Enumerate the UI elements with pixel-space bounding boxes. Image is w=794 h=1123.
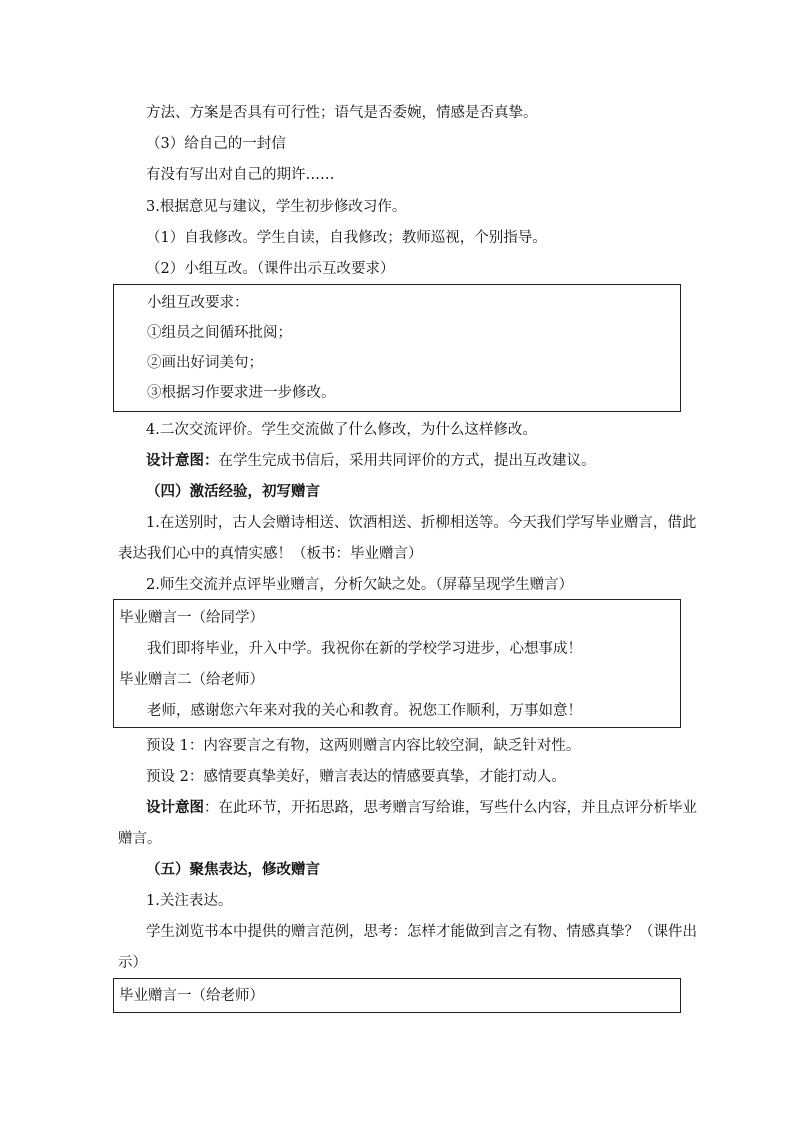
text-line: 示） bbox=[118, 955, 147, 971]
text-line: 赠言。 bbox=[118, 831, 162, 847]
message-heading: 毕业赠言二（给老师） bbox=[119, 672, 264, 688]
text-line: 1.在送别时，古人会赠诗相送、饮酒相送、折柳相送等。今天我们学写毕业赠言，借此 bbox=[146, 515, 697, 531]
step-4: 4.二次交流评价。学生交流做了什么修改，为什么这样修改。 bbox=[146, 422, 537, 438]
step-group-revise: （2）小组互改。（课件出示互改要求） bbox=[146, 261, 395, 277]
message-text: 我们即将毕业，升入中学。我祝你在新的学校学习进步，心想事成！ bbox=[147, 641, 582, 657]
requirement-item: ②画出好词美句； bbox=[147, 355, 263, 371]
graduation-message-example-box bbox=[113, 978, 681, 1013]
text-line: 方法、方案是否具有可行性；语气是否委婉，情感是否真挚。 bbox=[146, 105, 538, 121]
text-line: 表达我们心中的真情实感！（板书：毕业赠言） bbox=[118, 546, 423, 562]
step-self-revise: （1）自我修改。学生自读，自我修改；教师巡视，个别指导。 bbox=[146, 230, 547, 246]
design-intent-label: 设计意图 bbox=[146, 799, 204, 816]
preset-2: 预设 2：感情要真挚美好，赠言表达的情感要真挚，才能打动人。 bbox=[146, 769, 566, 785]
text-line: 学生浏览书本中提供的赠言范例，思考：怎样才能做到言之有物、情感真挚？（课件出 bbox=[146, 924, 697, 940]
design-intent-label: 设计意图： bbox=[146, 452, 219, 469]
requirement-item: ①组员之间循环批阅； bbox=[147, 325, 292, 341]
section-heading-letter: （3）给自己的一封信 bbox=[146, 136, 286, 152]
message-text: 老师，感谢您六年来对我的关心和教育。祝您工作顺利，万事如意！ bbox=[147, 703, 582, 719]
requirement-item: ③根据习作要求进一步修改。 bbox=[147, 385, 336, 401]
section-heading-4: （四）激活经验，初写赠言 bbox=[146, 483, 320, 500]
design-intent-text: 在学生完成书信后，采用共同评价的方式，提出互改建议。 bbox=[218, 453, 596, 469]
design-intent bbox=[146, 798, 697, 818]
step-1: 1.关注表达。 bbox=[146, 893, 233, 909]
group-revise-requirements-box bbox=[113, 284, 681, 412]
message-heading: 毕业赠言一（给老师） bbox=[119, 988, 264, 1004]
design-intent bbox=[146, 451, 596, 471]
text-line: 2.师生交流并点评毕业赠言，分析欠缺之处。（屏幕呈现学生赠言） bbox=[146, 577, 574, 593]
text-line: 有没有写出对自己的期许…… bbox=[146, 167, 335, 183]
graduation-messages-box bbox=[113, 599, 681, 728]
box-title: 小组互改要求： bbox=[147, 295, 249, 311]
section-heading-5: （五）聚焦表达，修改赠言 bbox=[146, 861, 320, 878]
step-3: 3.根据意见与建议，学生初步修改习作。 bbox=[146, 199, 407, 215]
design-intent-text: ：在此环节，开拓思路，思考赠言写给谁，写些什么内容，并且点评分析毕业 bbox=[204, 800, 697, 816]
message-heading: 毕业赠言一（给同学） bbox=[119, 610, 264, 626]
preset-1: 预设 1：内容要言之有物，这两则赠言内容比较空洞，缺乏针对性。 bbox=[146, 738, 581, 754]
